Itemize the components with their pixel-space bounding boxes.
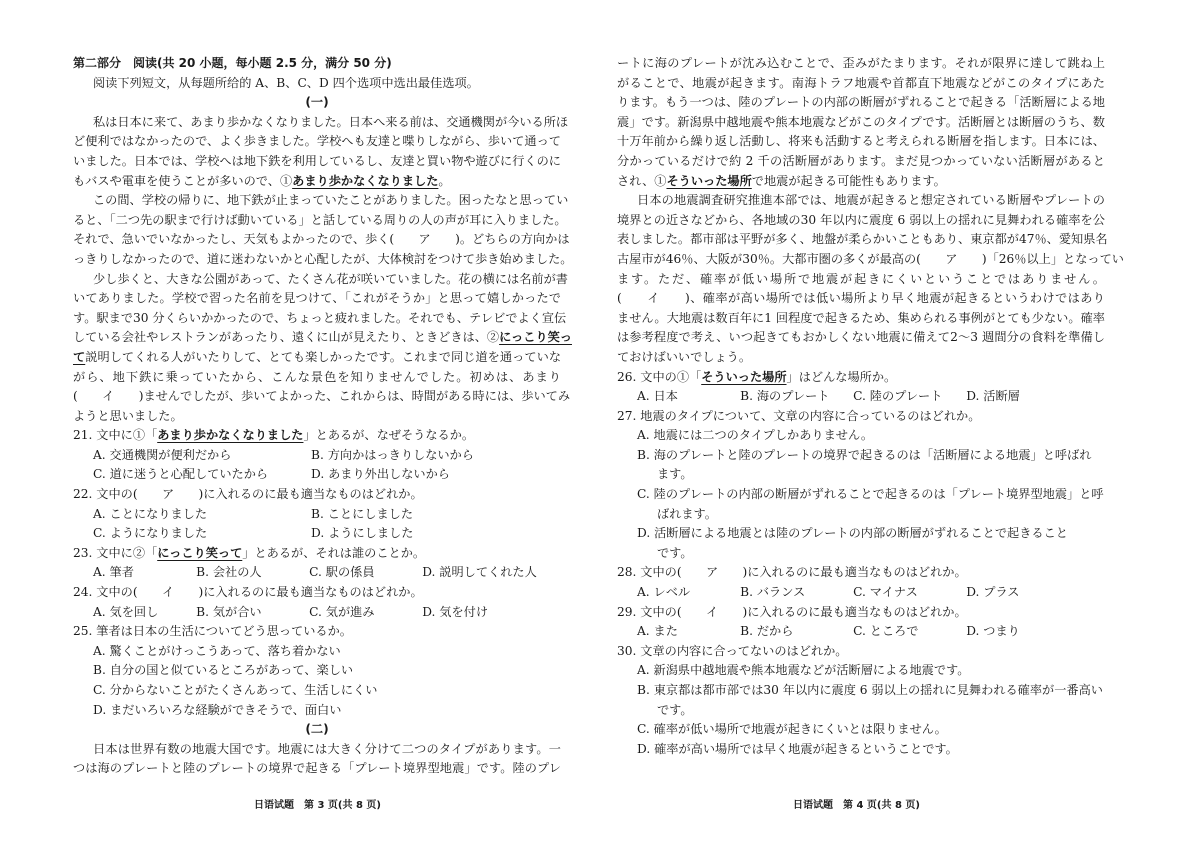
option-d[interactable]: D. 活断層による地震とは陸のプレートの内部の断層がずれることで起きること [637, 526, 1068, 541]
passage2-line: 古屋市が46％、大阪が30％。大都市圏の多くが最高の( ア )「26％以上」となってい [617, 251, 1124, 266]
question-24: 24. 文中の( イ )に入れるのに最も適当なものはどれか。 [73, 585, 423, 600]
question-29: 29. 文中の( イ )に入れるのに最も適当なものはどれか。 [617, 604, 967, 619]
passage1-line: ると、「二つ先の駅まで行けば動いている」と話している周りの人の声が耳に入りました。 [73, 212, 567, 227]
passage1-line: 少し歩くと、大きな公園があって、たくさん花が咲いていました。花の横には名前が書 [93, 271, 568, 286]
option-b[interactable]: B. ことにしました [311, 506, 414, 521]
option-a[interactable]: A. 驚くことがけっこうあって、落ち着かない [93, 643, 341, 658]
option-c[interactable]: C. 気が進み [309, 604, 375, 619]
option-c[interactable]: C. 陸のプレートの内部の断層がずれることで起きるのは「プレート境界型地震」と呼 [637, 487, 1104, 502]
option-b[interactable]: B. 自分の国と似ているところがあって、楽しい [93, 663, 354, 678]
option-d[interactable]: D. 気を付け [422, 604, 489, 619]
passage2-line: ておけばいいでしょう。 [617, 349, 752, 364]
option-b-continued: ます。 [657, 467, 693, 482]
passage1-line: ( イ )ませんでしたが、歩いてよかった、これからは、時間がある時には、歩いてみ [73, 389, 571, 404]
question-22: 22. 文中の( ア )に入れるのに最も適当なものはどれか。 [73, 487, 423, 502]
passage1-line: がら、地下鉄に乗っていたから、こんな景色を知りませんでした。初めは、あまり [73, 369, 561, 384]
question-28-options-row [617, 583, 1105, 603]
option-a[interactable]: A. 交通機関が便利だから [93, 447, 232, 462]
section-header: 第二部分 阅读(共 20 小题，每小题 2.5 分，满分 50 分) [73, 56, 392, 70]
question-27: 27. 地震のタイプについて、文章の内容に合っているのはどれか。 [617, 408, 981, 423]
option-d[interactable]: D. つまり [966, 624, 1020, 639]
option-d[interactable]: D. ようにしました [311, 526, 414, 541]
question-24-options-row [73, 603, 561, 623]
passage2-line: 分かっているだけで約 2 千の活断層があります。まだ見つかっていない活断層があると [617, 153, 1105, 168]
question-23-options-row [73, 563, 561, 583]
option-a[interactable]: A. 気を回し [93, 604, 159, 619]
question-26: 26. 文中の①「そういった場所」はどんな場所か。 [617, 369, 897, 384]
option-b[interactable]: B. 海のプレートと陸のプレートの境界で起きるのは「活断層による地震」と呼ばれ [637, 447, 1092, 462]
question-28: 28. 文中の( ア )に入れるのに最も適当なものはどれか。 [617, 565, 967, 580]
option-d[interactable]: D. 説明してくれた人 [422, 565, 537, 580]
option-d[interactable]: D. 活断層 [966, 389, 1020, 404]
passage1-line: す。駅まで30 分くらいかかったので、ちょっと疲れました。それでも、テレビでよく宣伝 [73, 310, 567, 325]
option-d[interactable]: D. プラス [966, 585, 1020, 600]
passage2-line: 震」です。新潟県中越地震や熊本地震などがこのタイプです。活断層とは断層のうち、数 [617, 114, 1105, 129]
passage2-line: つは海のプレートと陸のプレートの境界で起きる「プレート境界型地震」です。陸のプレ [73, 761, 561, 776]
option-a[interactable]: A. また [637, 624, 678, 639]
question-30: 30. 文章の内容に合ってないのはどれか。 [617, 643, 848, 658]
question-21-options-row [73, 446, 561, 466]
passage1-line: それで、急いでいなかったし、天気もよかったので、歩く( ア )。どちらの方向かは [73, 232, 570, 247]
option-b[interactable]: B. 海のプレート [740, 389, 830, 404]
passage2-line: ります。もう一つは、陸のプレートの内部の断層がずれることで起きる「活断層による地 [617, 95, 1105, 110]
option-a[interactable]: A. 筆者 [93, 565, 134, 580]
passage2-line: ( イ )、確率が高い場所では低い場所より早く地震が起きるというわけではあり [617, 291, 1105, 306]
passage1-line: て説明してくれる人がいたりして、とても楽しかったです。これまで同じ道を通っていな [73, 349, 562, 364]
question-21: 21. 文中に①「あまり歩かなくなりました」とあるが、なぜそうなるか。 [73, 428, 475, 443]
passage1-line: っきりしなかったので、道に迷わないかと心配したが、大体検討をつけて歩き始めました。 [73, 251, 573, 266]
passage1-line: している会社やレストランがあったり、遠くに山が見えたり、ときどきは、②にっこり笑っ [73, 330, 572, 345]
option-c[interactable]: C. 道に迷うと心配していたから [93, 467, 269, 482]
passage2-line: ます。ただ、確率が低い場所で地震が起きにくいということではありません。 [617, 271, 1105, 286]
option-c[interactable]: C. マイナス [853, 585, 918, 600]
question-25: 25. 筆者は日本の生活についてどう思っているか。 [73, 624, 352, 639]
question-29-options-row [617, 622, 1105, 642]
passage2-line: ません。大地震は数百年に1 回程度で起きるため、集められる事例がとても少ない。確率 [617, 310, 1105, 325]
option-b[interactable]: B. 会社の人 [196, 565, 262, 580]
passage2-line: 表しました。都市部は平野が多く、地盤が柔らかいこともあり、東京都が47％、愛知県名 [617, 232, 1108, 247]
option-b[interactable]: B. 気が合い [196, 604, 262, 619]
passage1-line: ど便利ではなかったので、よく歩きました。学校へも友達と喋りしながら、歩いて通って [73, 134, 561, 149]
option-c[interactable]: C. 陸のプレート [853, 389, 943, 404]
option-a[interactable]: A. ことになりました [93, 506, 208, 521]
passage1-line: いました。日本では、学校へは地下鉄を利用しているし、友達と買い物や遊びに行くのに [73, 153, 561, 168]
question-23: 23. 文中に②「にっこり笑って」とあるが、それは誰のことか。 [73, 545, 426, 560]
option-b-continued: です。 [657, 702, 693, 717]
passage1-line: もバスや電車を使うことが多いので、①あまり歩かなくなりました。 [73, 173, 451, 188]
underlined-phrase-2: にっこり笑っ [499, 330, 572, 345]
option-c[interactable]: C. 確率が低い場所で地震が起きにくいとは限りません。 [637, 722, 947, 737]
option-d[interactable]: D. 確率が高い場所では早く地震が起きるということです。 [637, 741, 958, 756]
passage2-line: 境界との近さなどから、各地域の30 年以内に震度 6 弱以上の揺れに見舞われる確率を公 [617, 212, 1105, 227]
passage1-line: ようと思いました。 [73, 408, 183, 423]
passage1-line: この間、学校の帰りに、地下鉄が止まっていたことがありました。困ったなと思ってい [93, 193, 569, 208]
option-b[interactable]: B. 方向かはっきりしないから [311, 447, 474, 462]
section1-title: (一) [305, 95, 329, 110]
option-d[interactable]: D. まだいろいろな経験ができそうで、面白い [93, 702, 342, 717]
option-c[interactable]: C. 分からないことがたくさんあって、生活しにくい [93, 683, 378, 697]
passage2-line: は参考程度で考え、いつ起きてもおかしくない地震に備えて2〜3 週間分の食料を準備し [617, 330, 1105, 345]
passage2-line: 日本の地震調査研究推進本部では、地震が起きると想定されている断層やプレートの [637, 193, 1105, 208]
underlined-phrase-3: そういった場所 [666, 173, 752, 188]
option-c-continued: ばれます。 [657, 506, 717, 521]
left-column [73, 54, 573, 779]
instruction: 阅读下列短文，从每题所给的 A、B、C、D 四个选项中选出最佳选项。 [93, 75, 479, 90]
option-b[interactable]: B. だから [740, 624, 794, 639]
option-a[interactable]: A. 地震には二つのタイプしかありません。 [637, 428, 874, 443]
question-26-options-row [617, 387, 1105, 407]
option-d-continued: です。 [657, 545, 693, 560]
option-b[interactable]: B. 東京都は都市部では30 年以内に震度 6 弱以上の揺れに見舞われる確率が一番高い [637, 683, 1103, 697]
passage1-line: いてありました。学校で習った名前を見つけて、「これがそうか」と思って嬉しかったで [73, 291, 561, 306]
passage1-line: 私は日本に来て、あまり歩かなくなりました。日本へ来る前は、交通機関が今いる所ほ [93, 114, 569, 129]
option-d[interactable]: D. あまり外出しないから [311, 467, 450, 482]
option-a[interactable]: A. レベル [637, 585, 691, 600]
passage2-line: がることで、地震が起きます。南海トラフ地震や首都直下地震などがこのタイプにあた [617, 75, 1105, 90]
passage2-line: 十万年前から繰り返し活動し、将来も活動すると考えられる断層を指します。日本には、 [617, 134, 1105, 149]
page-footer-left: 日语试题 第 3 页(共 8 页) [254, 800, 381, 811]
passage2-line: 日本は世界有数の地震大国です。地震には大きく分けて二つのタイプがあります。一 [93, 741, 561, 756]
option-c[interactable]: C. ところで [853, 624, 919, 639]
underlined-phrase-1: あまり歩かなくなりました [292, 173, 439, 188]
option-c[interactable]: C. 駅の係員 [309, 565, 375, 580]
section2-title: (二) [305, 722, 329, 737]
question-21-options-row [73, 465, 561, 485]
page-footer-right: 日语试题 第 4 页(共 8 页) [793, 800, 920, 811]
option-a[interactable]: A. 新潟県中越地震や熊本地震などが活断層による地震です。 [637, 663, 970, 678]
right-column [617, 54, 1124, 759]
passage2-line: され、①そういった場所で地震が起きる可能性もあります。 [617, 173, 946, 188]
option-c[interactable]: C. ようになりました [93, 526, 208, 541]
option-b[interactable]: B. バランス [740, 585, 806, 600]
question-22-options-row [73, 505, 561, 525]
option-a[interactable]: A. 日本 [637, 389, 678, 404]
question-22-options-row [73, 524, 561, 544]
passage2-line: ートに海のプレートが沈み込むことで、歪みがたまります。それが限界に達して跳ね上 [617, 56, 1105, 70]
